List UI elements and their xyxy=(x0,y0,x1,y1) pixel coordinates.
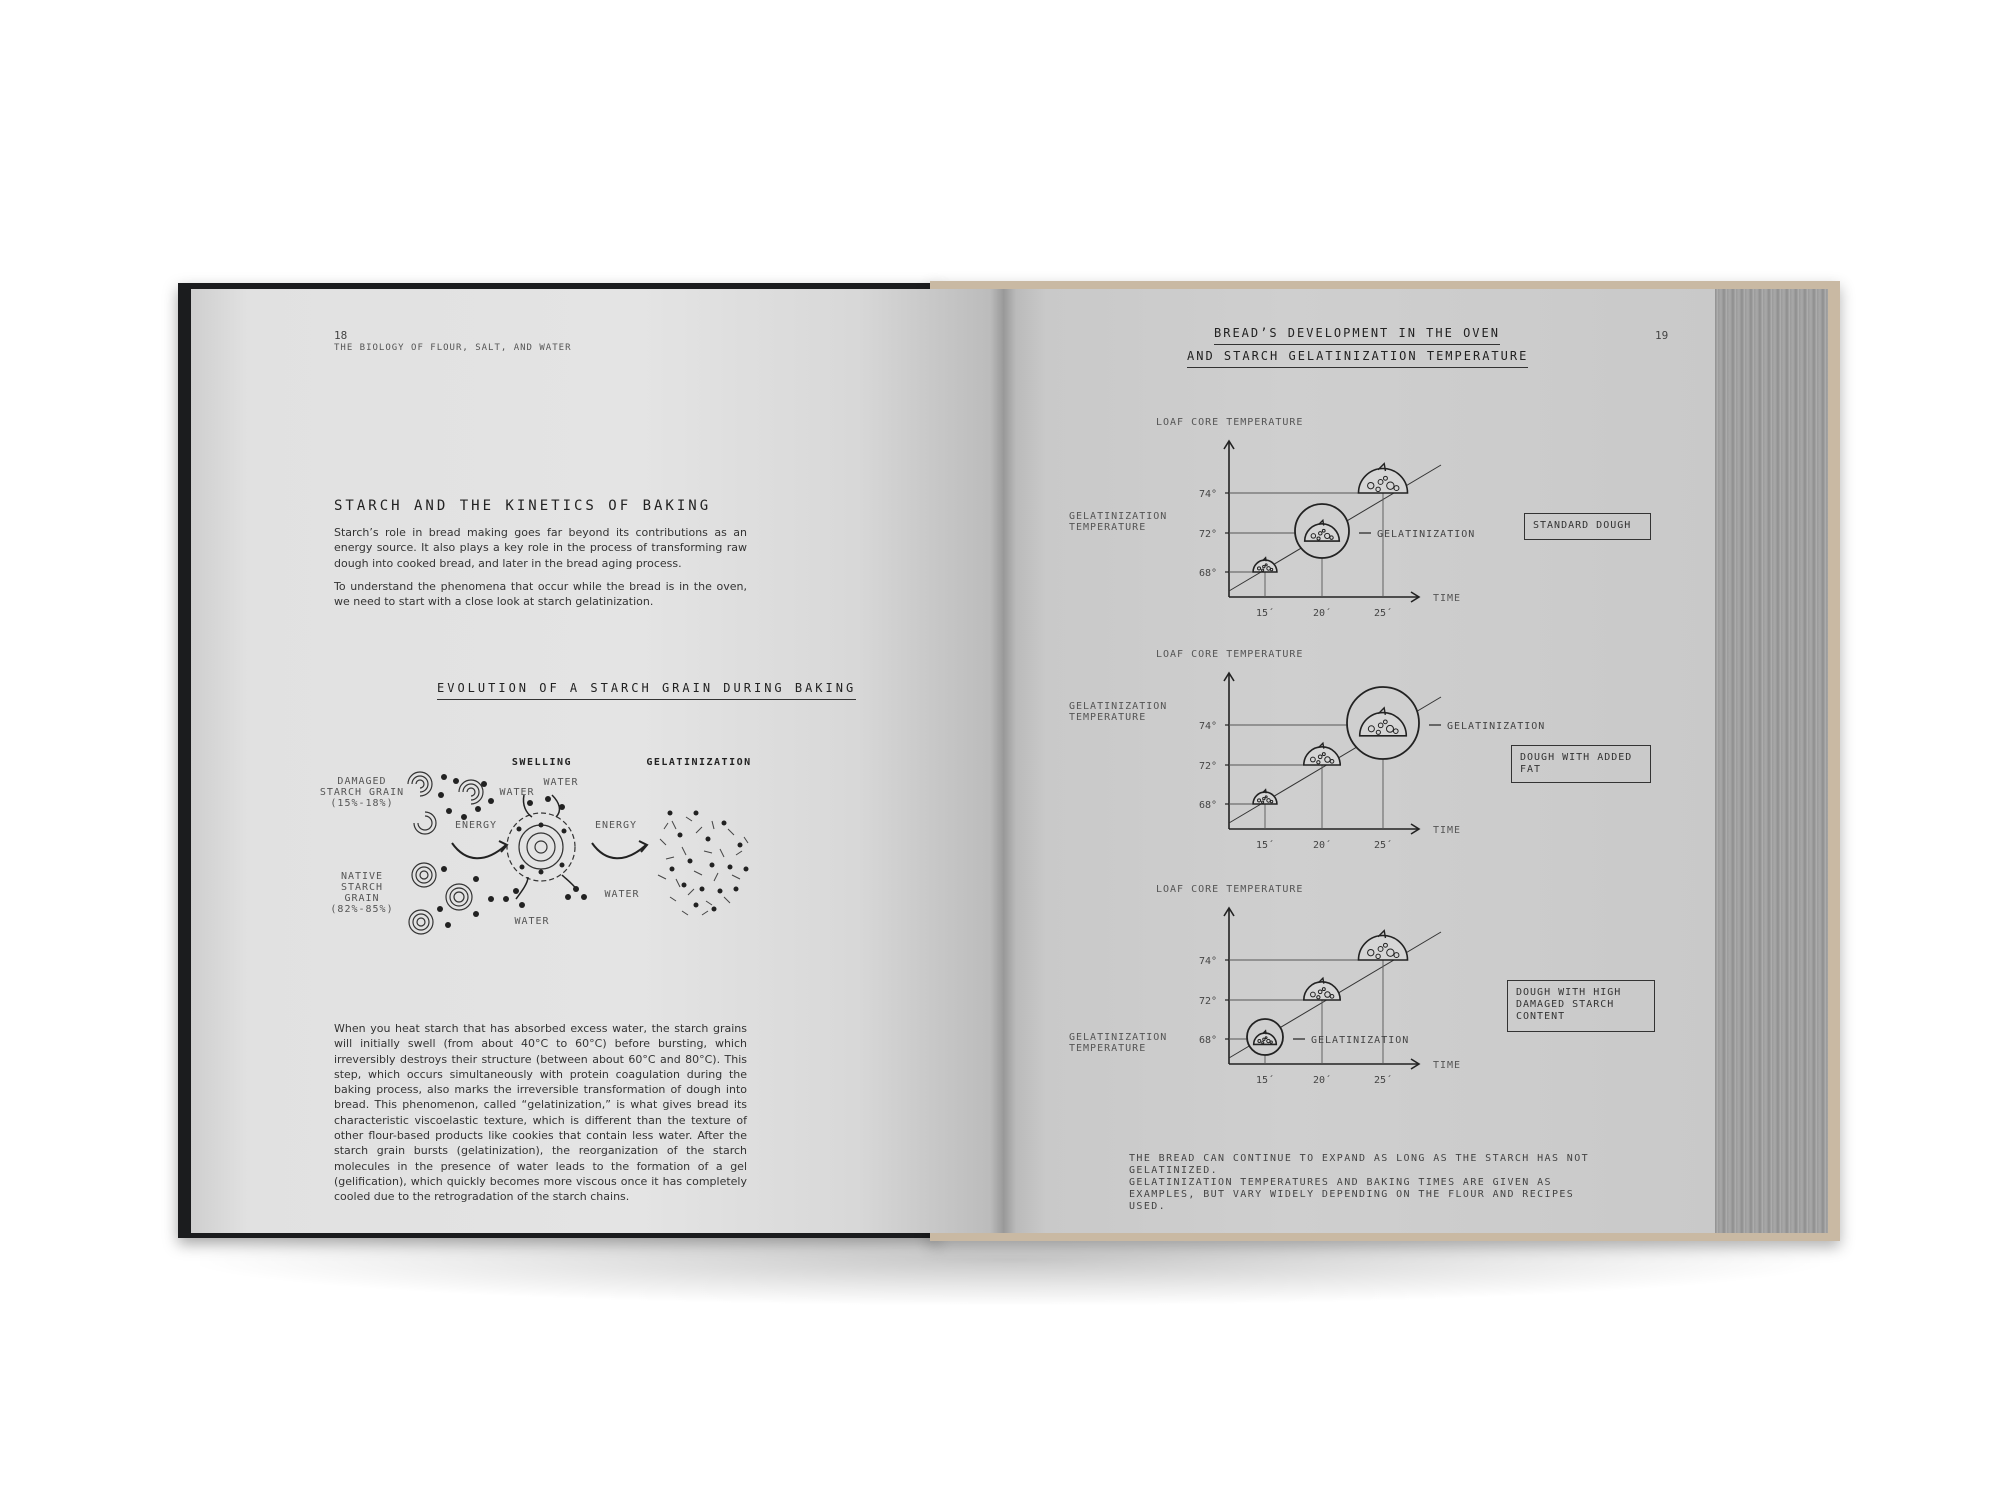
x-tick-label: 20´ xyxy=(1312,1075,1332,1086)
chart1-condition: STANDARD DOUGH xyxy=(1524,513,1651,540)
x-axis-label: TIME xyxy=(1433,1060,1462,1071)
diagram-title: EVOLUTION OF A STARCH GRAIN DURING BAKING xyxy=(437,681,856,700)
left-page xyxy=(191,289,1003,1233)
right-folio: 19 xyxy=(1655,329,1669,342)
bread-loaf-icon xyxy=(1253,790,1277,804)
y-tick-label: 72° xyxy=(1198,529,1217,540)
running-head: THE BIOLOGY OF FLOUR, SALT, AND WATER xyxy=(334,343,572,353)
footnote-line-1: THE BREAD CAN CONTINUE TO EXPAND AS LONG AS THE STARCH HAS NOT GELATINIZED. xyxy=(1129,1153,1590,1176)
chart-title-line1: BREAD’S DEVELOPMENT IN THE OVEN xyxy=(1214,326,1500,345)
y-tick-label: 74° xyxy=(1198,956,1217,967)
damaged-label-3: (15%-18%) xyxy=(330,798,394,809)
bread-loaf-icon xyxy=(1359,931,1408,960)
footnote xyxy=(1129,1153,1599,1213)
gelatinization-label: GELATINIZATION xyxy=(1311,1035,1410,1046)
gelatinization-stage-label: GELATINIZATION xyxy=(646,757,752,768)
bread-loaf-icon xyxy=(1253,558,1277,572)
y-tick-label: 74° xyxy=(1198,489,1217,500)
water-label-2: WATER xyxy=(543,777,579,788)
native-label-2: STARCH xyxy=(340,882,384,893)
chart-damaged-starch xyxy=(1069,884,1689,1089)
bread-loaf-icon xyxy=(1304,978,1340,1000)
intro-text xyxy=(334,525,747,617)
x-axis-label: TIME xyxy=(1433,593,1462,604)
chart-added-fat xyxy=(1069,649,1689,864)
x-tick-label: 15´ xyxy=(1255,1075,1275,1086)
y-tick-label: 72° xyxy=(1198,996,1217,1007)
chart2-condition: DOUGH WITH ADDED FAT xyxy=(1511,745,1651,783)
x-tick-label: 20´ xyxy=(1312,608,1332,619)
energy-label-1: ENERGY xyxy=(454,820,498,831)
chart1-ylabel: LOAF CORE TEMPERATURE xyxy=(1156,417,1304,428)
energy-arrow-icons xyxy=(452,841,647,858)
body-text: When you heat starch that has absorbed excess water, the starch grains will initially swell (from about 40°C to 60°C) before bursting, which irreversibly destroys their structure (between about 60°C and 80°C). This step, which occurs simultaneously with protein coagulation during the baking process, also marks the irreversible transformation of dough into bread. This phenomenon, called “gelatinization,” is what gives bread its characteristic viscoelastic texture, which is different than the texture of other flour-based products like cookies that contain less water. After the starch grain bursts (gelatinization), the reorganization of the starch molecules in the presence of water leads to the formation of a gel (gelification), which quickly becomes more viscous once it has completely cooled due to the retrogradation of the starch chains. xyxy=(334,1022,747,1204)
water-label-3: WATER xyxy=(604,889,640,900)
intro-paragraph-2: To understand the phenomena that occur while the bread is in the oven, we need to start with a close look at starch gelatinization. xyxy=(334,579,747,609)
swelling-grain xyxy=(503,795,587,908)
x-tick-label: 15´ xyxy=(1255,608,1275,619)
x-tick-label: 25´ xyxy=(1373,840,1393,851)
book-gutter xyxy=(990,289,1016,1233)
damaged-label-1: DAMAGED xyxy=(337,776,387,787)
x-tick-label: 20´ xyxy=(1312,840,1332,851)
swelling-label: SWELLING xyxy=(511,757,573,768)
native-label-1: NATIVE xyxy=(340,871,384,882)
y-tick-label: 68° xyxy=(1198,568,1217,579)
chart2-ylabel: LOAF CORE TEMPERATURE xyxy=(1156,649,1304,660)
chart-title-line2: AND STARCH GELATINIZATION TEMPERATURE xyxy=(1187,349,1528,368)
x-tick-label: 25´ xyxy=(1373,608,1393,619)
bread-loaf-icon xyxy=(1304,743,1340,765)
damaged-label-2: STARCH GRAIN xyxy=(319,787,405,798)
native-label-3: GRAIN xyxy=(344,893,380,904)
starch-grain-diagram xyxy=(316,729,796,959)
native-starch-grains xyxy=(409,863,472,934)
chart3-ylabel: LOAF CORE TEMPERATURE xyxy=(1156,884,1304,895)
x-axis-label: TIME xyxy=(1433,825,1462,836)
water-label-4: WATER xyxy=(514,916,550,927)
gelatinization-label: GELATINIZATION xyxy=(1447,721,1546,732)
x-tick-label: 25´ xyxy=(1373,1075,1393,1086)
chart-standard-dough xyxy=(1069,417,1689,627)
left-folio: 18 xyxy=(334,329,348,342)
page-block-edge xyxy=(1700,289,1828,1233)
chart3-gel-temp-label: GELATINIZATION TEMPERATURE xyxy=(1069,1032,1168,1054)
section-title: STARCH AND THE KINETICS OF BAKING xyxy=(334,498,712,514)
chart3-condition: DOUGH WITH HIGH DAMAGED STARCH CONTENT xyxy=(1507,980,1655,1032)
y-tick-label: 68° xyxy=(1198,800,1217,811)
y-tick-label: 72° xyxy=(1198,761,1217,772)
native-label-4: (82%-85%) xyxy=(330,904,394,915)
gelatinized-grain xyxy=(658,811,749,916)
energy-label-2: ENERGY xyxy=(594,820,638,831)
y-tick-label: 68° xyxy=(1198,1035,1217,1046)
bread-loaf-icon xyxy=(1359,464,1408,493)
water-label-1: WATER xyxy=(499,787,535,798)
footnote-line-2: GELATINIZATION TEMPERATURES AND BAKING TIMES ARE GIVEN AS EXAMPLES, BUT VARY WIDELY DEPENDING ON THE FLOUR AND RECIPES USED. xyxy=(1129,1177,1575,1212)
chart2-gel-temp-label: GELATINIZATION TEMPERATURE xyxy=(1069,701,1168,723)
x-tick-label: 15´ xyxy=(1255,840,1275,851)
chart1-gel-temp-label: GELATINIZATION TEMPERATURE xyxy=(1069,511,1168,533)
intro-paragraph-1: Starch’s role in bread making goes far beyond its contributions as an energy source. It also plays a key role in the process of transforming raw dough into cooked bread, and later in the bread aging process. xyxy=(334,526,747,570)
right-page xyxy=(1003,289,1715,1233)
y-tick-label: 74° xyxy=(1198,721,1217,732)
gelatinization-label: GELATINIZATION xyxy=(1377,529,1476,540)
chart-axes xyxy=(1224,673,1461,836)
